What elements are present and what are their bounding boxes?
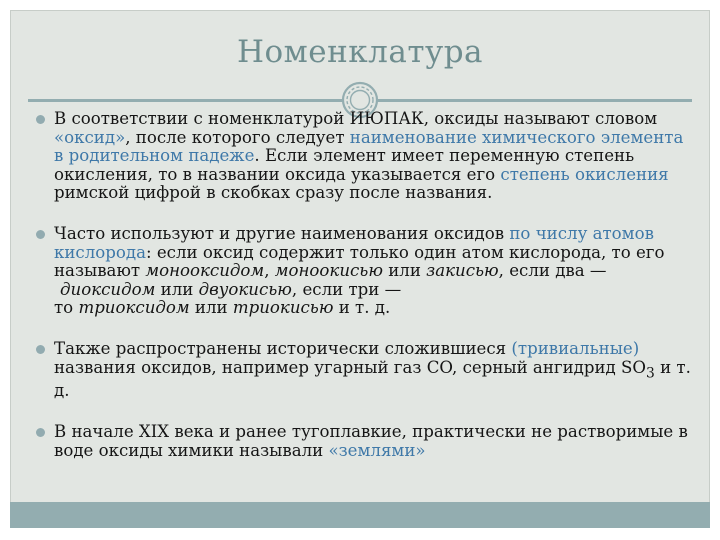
text-run: то	[54, 298, 79, 318]
text-run: , после которого следует	[125, 127, 350, 147]
highlight-term: «оксид»	[54, 127, 126, 147]
highlight-term: (тривиальные)	[511, 338, 640, 358]
text-run: . Если элемент имеет переменную степень окисления, то в названии оксида указывается его	[54, 146, 635, 184]
italic-term: триокисью	[232, 298, 334, 318]
italic-term: диоксидом	[60, 279, 156, 299]
text-run: В начале XIX века и ранее тугоплавкие, практически не растворимые в воде оксиды химики называли	[54, 422, 688, 460]
italic-term: закисью	[426, 261, 499, 281]
bullet-dot-icon	[36, 115, 45, 124]
bullet-item-earths	[36, 423, 696, 460]
text-run: ,	[264, 261, 275, 281]
text-run: и т. д.	[333, 298, 391, 318]
text-run: Часто используют и другие наименования оксидов	[54, 223, 510, 243]
slide-footer-bar	[10, 502, 710, 528]
bullet-item-iupac	[36, 110, 696, 203]
text-run: и т. д.	[54, 357, 691, 401]
text-run: или	[155, 279, 199, 299]
bullet-dot-icon	[36, 428, 45, 437]
italic-term: триоксидом	[78, 298, 190, 318]
highlight-term: наименование химического элемента в родительном падеже	[54, 127, 684, 166]
bullet-dot-icon	[36, 345, 45, 354]
italic-term: двуокисью	[198, 279, 292, 299]
subscript: 3	[646, 364, 655, 381]
italic-term: моноокисью	[274, 261, 383, 281]
italic-term: монооксидом	[145, 261, 265, 281]
text-run: названия оксидов, например угарный газ CO, серный ангидрид SO	[54, 357, 647, 377]
text-run: : если оксид содержит только один атом кислорода, то его называют	[54, 242, 665, 281]
slide-content	[36, 110, 696, 460]
text-run: римской цифрой в скобках сразу после названия.	[54, 183, 493, 203]
bullet-item-trivial-names	[36, 340, 696, 401]
text-run: или	[189, 298, 233, 318]
text-run: Также распространены исторически сложившиеся	[54, 338, 512, 358]
text-run: В соответствии с номенклатурой ИЮПАК, оксиды называют словом	[54, 109, 658, 128]
highlight-term: «землями»	[328, 440, 426, 460]
bullet-item-oxygen-count	[36, 225, 696, 318]
text-run: , если три —	[291, 279, 402, 299]
highlight-term: по числу атомов кислорода	[54, 223, 654, 262]
highlight-term: степень окисления	[500, 164, 669, 184]
bullet-dot-icon	[36, 230, 45, 239]
text-run: или	[382, 261, 427, 281]
slide-title: Номенклатура	[236, 34, 484, 70]
text-run: , если два —	[498, 261, 607, 281]
